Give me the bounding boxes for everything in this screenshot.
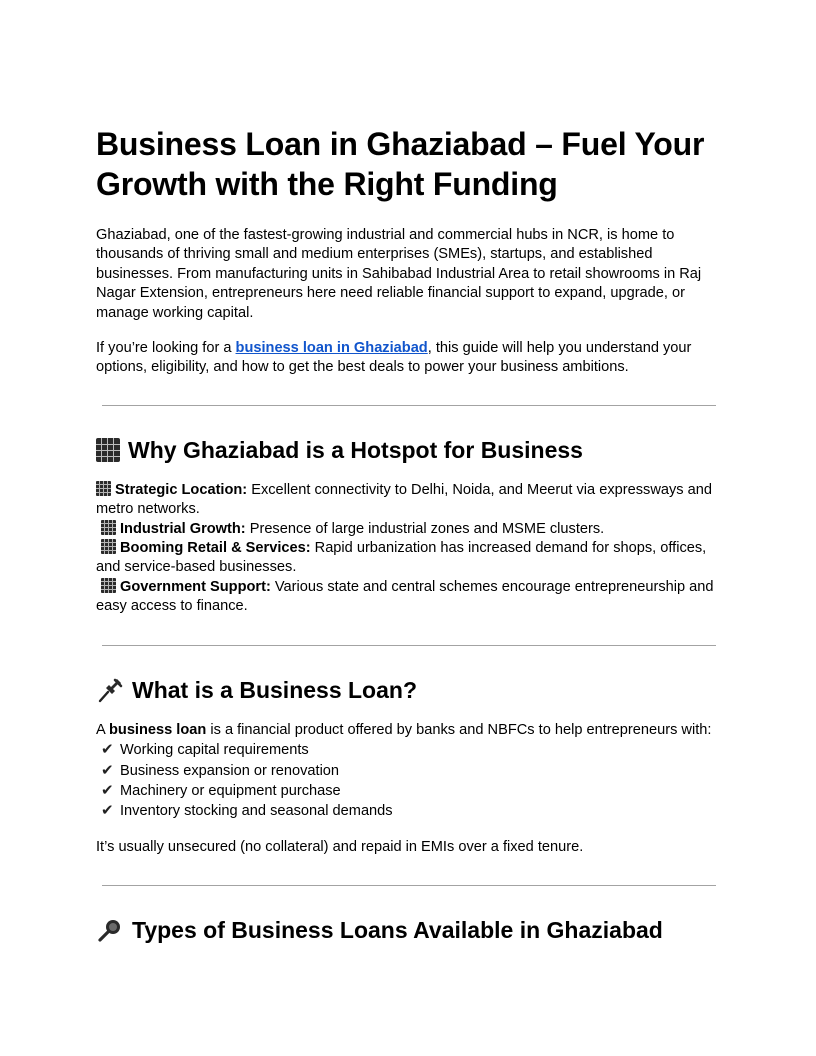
section-heading-why bbox=[96, 436, 720, 464]
why-item bbox=[96, 539, 720, 578]
loan-repayment-note: It’s usually unsecured (no collateral) and repaid in EMIs over a fixed tenure. bbox=[96, 838, 584, 855]
page-title: Business Loan in Ghaziabad – Fuel Your Growth with the Right Funding bbox=[96, 126, 705, 202]
list-item-text: Business expansion or renovation bbox=[120, 762, 340, 779]
magnifier-icon bbox=[96, 916, 124, 944]
bricks-icon bbox=[96, 481, 111, 496]
bricks-icon bbox=[101, 539, 116, 554]
list-item-text: Working capital requirements bbox=[120, 742, 309, 759]
bricks-icon bbox=[101, 578, 116, 593]
section-heading-why-text: Why Ghaziabad is a Hotspot for Business bbox=[128, 436, 583, 463]
checkmark-icon: ✔ bbox=[101, 761, 114, 779]
why-item-label: Booming Retail & Services: bbox=[120, 540, 311, 557]
definition-text: is a financial product offered by banks and NBFCs to help entrepreneurs with: bbox=[206, 721, 712, 738]
business-loan-definition bbox=[96, 721, 720, 740]
why-item-label: Government Support: bbox=[120, 578, 271, 595]
list-item bbox=[96, 801, 720, 821]
list-item-text: Machinery or equipment purchase bbox=[120, 782, 341, 799]
why-item-text: Various state and central schemes encourage entrepreneurship and easy access to finance. bbox=[96, 578, 714, 615]
why-list bbox=[96, 481, 720, 617]
checkmark-icon: ✔ bbox=[101, 802, 114, 820]
intro-link-paragraph bbox=[96, 339, 720, 378]
section-heading-types bbox=[96, 916, 720, 944]
list-item bbox=[96, 781, 720, 801]
why-item bbox=[96, 481, 720, 520]
list-item-text: Inventory stocking and seasonal demands bbox=[120, 803, 393, 820]
checkmark-icon: ✔ bbox=[101, 781, 114, 799]
intro-paragraph: Ghaziabad, one of the fastest-growing industrial and commercial hubs in NCR, is home to thousands of thriving small and medium enterprises (SMEs), startups, and established businesses. From manufacturing units in Sahibabad Industrial Area to retail showrooms in Raj Nagar Extension, entrepreneurs here need reliable financial support to expand, upgrade, or manage working capital. bbox=[96, 227, 702, 321]
why-item bbox=[96, 520, 720, 539]
why-item-text: Excellent connectivity to Delhi, Noida, and Meerut via expressways and metro networks. bbox=[96, 481, 712, 518]
section-heading-types-text: Types of Business Loans Available in Ghaziabad bbox=[132, 917, 663, 944]
definition-term: business loan bbox=[108, 721, 207, 738]
bricks-icon bbox=[96, 438, 120, 462]
bricks-icon bbox=[101, 520, 116, 535]
why-item-text: Presence of large industrial zones and MSME clusters. bbox=[245, 520, 605, 537]
why-item-label: Strategic Location: bbox=[115, 481, 248, 498]
list-item bbox=[96, 761, 720, 781]
why-item-label: Industrial Growth: bbox=[120, 520, 246, 537]
intro-link-prefix: If you’re looking for a bbox=[96, 340, 236, 357]
intro-link-suffix: , this guide will help you understand your options, eligibility, and how to get the best deals to power your business ambitions. bbox=[96, 340, 692, 376]
why-item-text: Rapid urbanization has increased demand for shops, offices, and service-based businesses. bbox=[96, 540, 707, 576]
business-loan-link[interactable]: business loan in Ghaziabad bbox=[235, 340, 428, 357]
checkmark-icon: ✔ bbox=[101, 741, 114, 759]
section-heading-what-text: What is a Business Loan? bbox=[132, 676, 417, 703]
loan-uses-list bbox=[96, 740, 720, 822]
document-page bbox=[96, 124, 720, 944]
definition-prefix: A bbox=[96, 721, 109, 738]
pushpin-icon bbox=[96, 676, 124, 704]
why-item bbox=[96, 578, 720, 617]
section-heading-what bbox=[96, 676, 720, 704]
list-item bbox=[96, 740, 720, 760]
